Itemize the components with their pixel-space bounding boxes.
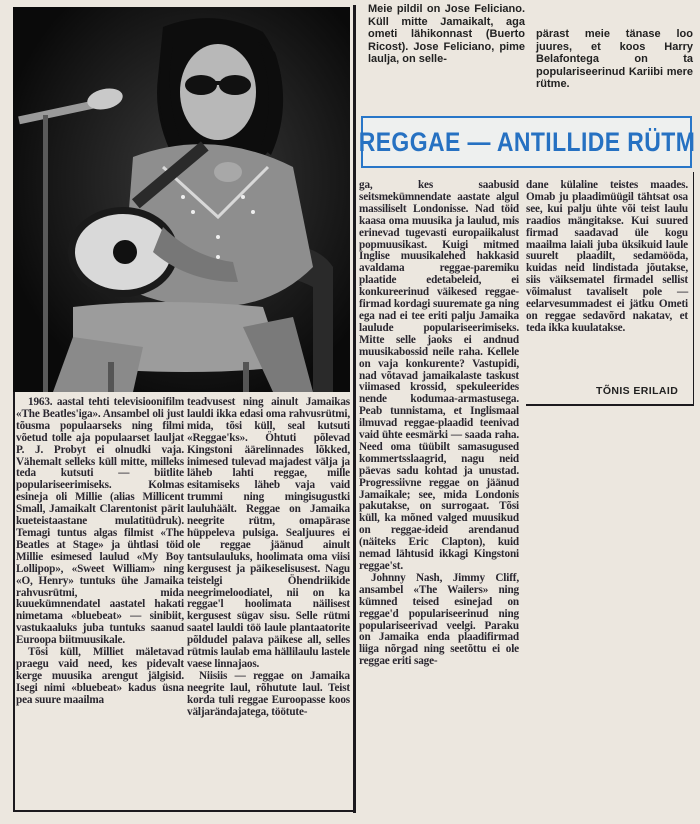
- paragraph: 1963. aastal tehti televisioonifilm «The Beatles'iga». Ansambel oli just tõusma populaarseks ning filmi võetud tolle aja populaarset lauljat P. J. Probyt ei olnudki vaja. Vähemalt selleks küll mitte, milleks teda kutsuti — biitlite populariseerimiseks. Kolmas esineja oli Millie (alias Millicent Small, Jamaikalt Clarentonist pärit kueteistaastane mulatitüdruk). Temagi tuntus algas filmist «The Beatles at Stage» ja ühtlasi töid Millie esimesed laulud «My Boy Lollipop», «Sweet William» ning «O, Henry» tuntuks ühe Jamaika rahvusrütmi, mida kuuekümnendatel aastatel hakati nimetama «bluebeat» — sinibiit, vastukaaluks juba tuntuks saanud Euroopa biitmuusikale.: [16, 396, 184, 647]
- caption-left: Meie pildil on Jose Feliciano. Küll mitte Jamaikalt, aga ometi lähikonnast (Buerto Ricost). Jose Feliciano, pime laulja, on selle-: [368, 3, 525, 66]
- bottom-rule: [13, 810, 354, 812]
- paragraph: dane külaline teistes maades. Omab ju plaadimüügil tähtsat osa see, kui palju ühte või teist laulu raadios mängitakse. Kui suured firmad saadavad üle kogu maailma laiali juba üksikuid laule suurelt plaadilt, sedamööda, kuidas neid lindistada jõutakse, siis väiksematel firmadel sellist võimalust tavaliselt pole — eelarvesummadest ei jätku Ometi on reggae sedavõrd nakatav, et teda ikka kuulatakse.: [526, 179, 688, 334]
- article-column-1: [16, 397, 184, 707]
- column-rule: [354, 5, 356, 813]
- column-rule: [13, 392, 15, 812]
- paragraph: Johnny Nash, Jimmy Cliff, ansambel «The Wailers» ning kümned teised esinejad on reggae'd populariseerinud ning populariseerivad veelgi. Paraku on Jamaika enda plaadifirmad liiga nõrgad ning seetõttu ei ole reggae eriti sage-: [359, 571, 519, 668]
- column-rule: [693, 172, 694, 405]
- paragraph: Niisiis — reggae on Jamaika neegrite laul, rõhutute laul. Teist korda tuli reggae Euroopasse koos väljarändajatega, töötute-: [187, 669, 350, 718]
- caption-right: pärast meie tänase loo juures, et koos Harry Belafontega on ta populariseerinud Kariibi mere rütme.: [536, 28, 693, 91]
- article-column-3: [359, 180, 519, 668]
- author-signature: TÕNIS ERILAID: [596, 385, 679, 397]
- headline-box: [358, 116, 695, 168]
- paragraph: teadvusest ning ainult Jamaikas lauldi ikka edasi oma rahvusrütmi, mida, tõsi küll, seal kutsuti «Reggae'ks». Öhtuti põlevad Kingstoni äärelinnades lõkked, inimesed tulevad majadest välja ja läheb lahti reggae, mille esitamiseks läheb vaja vaid trummi ning mingisugustki lauluhäält. Reggae on Jamaika neegrite rütm, omapärase hüppeleva pulsiga. Sealjuures ei ole reggae jäänud ainult tantsulauluks, hoolimata oma viisi kergusest ja päikeselisusest. Nagu teistelgi Öhendriikide neegrimeloodiatel, nii on ka reggae'l hoolimata näilisest kergusest sügav sisu. Selle rütmi saatel lauldi töö laule plantaatorite põldudel palava päikese all, selles rütmis laulab ema hällilaulu lastele vaese linnajaos.: [187, 396, 350, 670]
- photo-singer-with-guitar: [13, 7, 350, 392]
- article-end-rule: [526, 404, 694, 406]
- paragraph: Tõsi küll, Milliet mäletavad praegu vaid need, kes pidevalt kerge muusika arengut jälgisid. Isegi nimi «bluebeat» kadus üsna pea suure maailma: [16, 646, 184, 706]
- headline: REGGAE — ANTILLIDE RÜTM: [358, 126, 695, 157]
- article-column-2: [187, 397, 350, 718]
- singer-illustration: [13, 7, 350, 392]
- paragraph: ga, kes saabusid seitsmekümnendate aastate algul massiliselt Londonisse. Nad töid kaasa oma muusika ja laulud, mis erinevad tugevasti europaiikalust popmuusikast. Kuigi mitmed Inglise muusikalehed hakkasid avaldama reggae-paremiku plaatide edetabeleid, ei konkureerinud väikesed reggae-firmad kordagi suuremate ga ning ega nad ei tee eriti palju Jamaika laulude populariseerimiseks. Mitte selle jaoks ei andnud muusikabossid neile raha. Kellele on vaja konkurente? Vastupidi, nad võtavad jamaikalaste taskust viimased krossid, spekuleerides nende kodumaa-armastusega. Peab tunnistama, et Inglismaal ilmuvad reggae-plaadid teenivad vaid ühte eesmärki — saada raha. Need oma tüübilt samasugused kommertsslaagrid, nagu neid päevas sadu kohtad ja unustad. Progressiivne reggae on jäänud Jamaikale; see, mida Londonis pakutakse, on surrogaat. Tõsi küll, ka mõned valged muusikud on reggae-ideid arendanud (näiteks Eric Clapton), kuid nemad lähtusid ikkagi Kingstoni reggae'st.: [359, 179, 519, 572]
- column-rule: [353, 5, 354, 813]
- article-column-4: [526, 180, 688, 335]
